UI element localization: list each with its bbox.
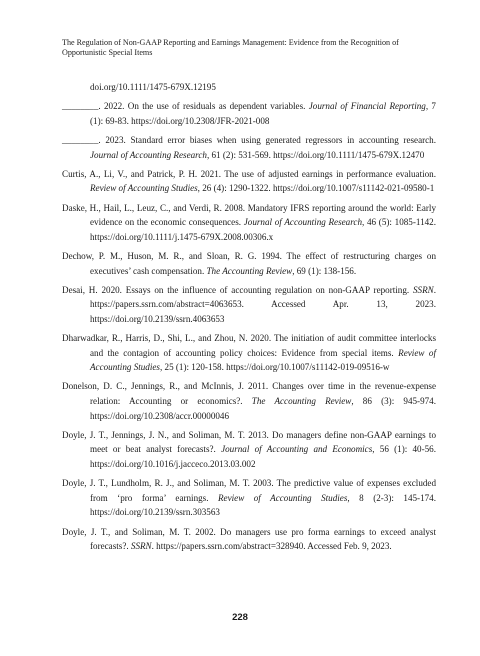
journal-title: SSRN xyxy=(130,541,152,552)
running-head: The Regulation of Non-GAAP Reporting and Earnings Management: Evidence from the Recognition of Opportunistic Special Items xyxy=(62,38,399,57)
journal-title: Journal of Accounting and Economics xyxy=(221,444,373,455)
journal-title: Review of Accounting Studies xyxy=(90,183,198,194)
reference-entry: ________. 2022. On the use of residuals as dependent variables. Journal of Financial Reporting, 7 (1): 69-83. https://doi.org/10.2308/JFR-2021-008 xyxy=(62,101,436,126)
journal-title: Journal of Accounting Research xyxy=(243,217,362,228)
reference-list xyxy=(62,80,436,558)
reference-entry: Doyle, J. T., Jennings, J. N., and Soliman, M. T. 2013. Do managers define non-GAAP earnings to meet or beat analyst forecasts?. Journal of Accounting and Economics, 56 (1): 40-56. https://doi.org/10.1016/j.jacceco.2013.03.002 xyxy=(62,429,437,469)
reference-entry: Donelson, D. C., Jennings, R., and McInnis, J. 2011. Changes over time in the revenue-expense relation: Accounting or economics?. The Accounting Review, 86 (3): 945-974. https://doi.org/10.2308/accr.00000046 xyxy=(62,381,436,421)
journal-title: Journal of Accounting Research xyxy=(90,149,207,160)
journal-title: Journal of Financial Reporting xyxy=(308,101,426,112)
reference-entry: ________. 2023. Standard error biases when using generated regressors in accounting research. Journal of Accounting Research, 61 (2): 531-569. https://doi.org/10.1111/1475-679X.12470 xyxy=(62,134,436,160)
reference-entry: Curtis, A., Li, V., and Patrick, P. H. 2021. The use of adjusted earnings in performance evaluation. Review of Accounting Studies, 26 (4): 1290-1322. https://doi.org/10.1007/s11142-021-09580-1 xyxy=(62,168,436,194)
reference-entry: Dharwadkar, R., Harris, D., Shi, L., and Zhou, N. 2020. The initiation of audit committee interlocks and the contagion of accounting policy choices: Evidence from special items. Review of Accounting Studies, 25 (1): 120-158. https://doi.org/10.1007/s11142-019-09516-w xyxy=(62,333,436,373)
journal-title: Review of Accounting Studies xyxy=(90,347,436,373)
reference-entry: Daske, H., Hail, L., Leuz, C., and Verdi, R. 2008. Mandatory IFRS reporting around the world: Early evidence on the economic consequences. Journal of Accounting Research, 46 (5): 1085-1142. https://doi.org/10.1111/j.1475-679X.2008.00306.x xyxy=(62,202,436,242)
reference-entry: Doyle, J. T., Lundholm, R. J., and Soliman, M. T. 2003. The predictive value of expenses excluded from ‘pro forma’ earnings. Review of Accounting Studies, 8 (2-3): 145-174. https://doi.org/10.2139/ssrn.303563 xyxy=(62,478,436,518)
journal-title: Review of Accounting Studies xyxy=(218,492,348,503)
journal-title: The Accounting Review xyxy=(206,265,293,276)
reference-entry: Doyle, J. T., and Soliman, M. T. 2002. Do managers use pro forma earnings to exceed analyst forecasts?. SSRN. https://papers.ssrn.com/abstract=328940. Accessed Feb. 9, 2023. xyxy=(62,526,436,552)
page-number: 228 xyxy=(232,612,248,623)
reference-entry: doi.org/10.1111/1475-679X.12195 xyxy=(90,82,216,92)
journal-title: SSRN xyxy=(413,284,434,295)
reference-entry: Desai, H. 2020. Essays on the influence of accounting regulation on non-GAAP reporting. SSRN. https://papers.ssrn.com/abstract=4063653. Accessed Apr. 13, 2023. https://doi.org/10.2139/ssrn.4063653 xyxy=(62,284,436,324)
reference-entry: Dechow, P. M., Huson, M. R., and Sloan, R. G. 1994. The effect of restructuring charges on executives’ cash compensation. The Accounting Review, 69 (1): 138-156. xyxy=(62,250,436,276)
journal-title: The Accounting Review xyxy=(251,396,352,407)
